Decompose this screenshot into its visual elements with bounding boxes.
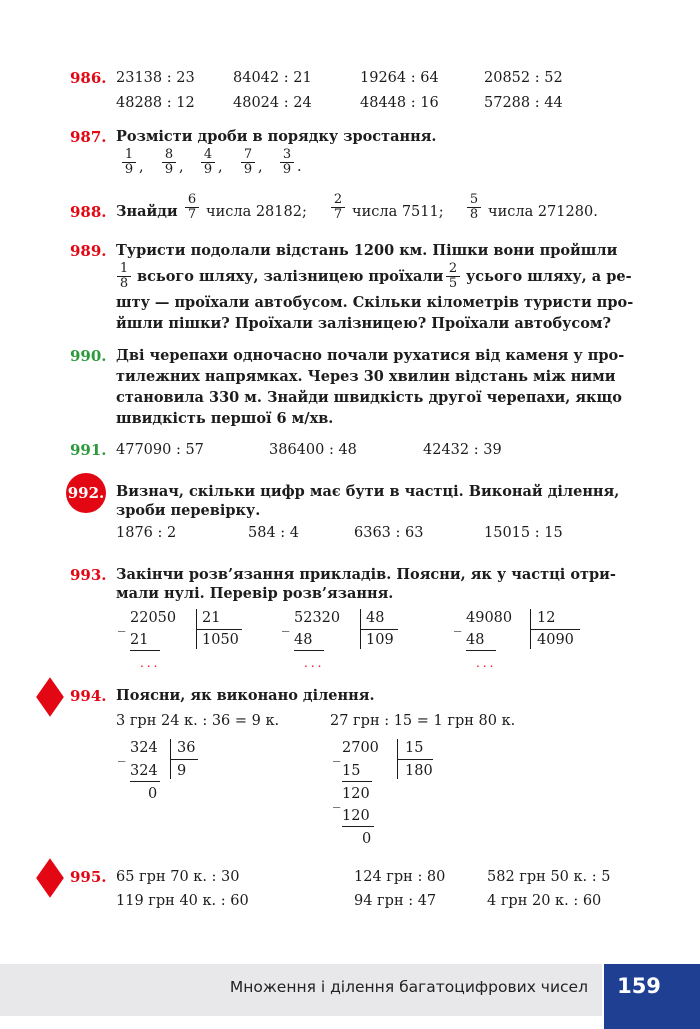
divisor: 12 xyxy=(537,610,556,626)
exercise-number-992: 992. xyxy=(67,484,105,502)
expression: 19264 : 64 xyxy=(360,70,439,86)
difficulty-diamond-icon xyxy=(36,858,64,898)
equation: 27 грн : 15 = 1 грн 80 к. xyxy=(330,713,516,729)
comma: , xyxy=(139,159,144,175)
page-number: 159 xyxy=(617,974,661,998)
exercise-number-993: 993. xyxy=(70,566,107,584)
exercise-text: Поясни, як виконано ділення. xyxy=(116,687,375,704)
remainder: 0 xyxy=(148,786,158,802)
exercise-number-990: 990. xyxy=(70,347,107,365)
dividend: 52320 xyxy=(294,610,341,626)
exercise-text: числа 28182; xyxy=(206,204,307,220)
expression: 48288 : 12 xyxy=(116,95,195,111)
expression: 20852 : 52 xyxy=(484,70,563,86)
expression: 4 грн 20 к. : 60 xyxy=(487,893,602,909)
exercise-text: усього шляху, а ре- xyxy=(466,268,632,285)
subtraction-line xyxy=(130,781,160,782)
minus-sign: _ xyxy=(333,792,341,808)
partial-remainder: 120 xyxy=(342,786,370,802)
exercise-text: тилежних напрямках. Через 30 хвилин відстань між ними xyxy=(116,368,616,385)
quotient: 4090 xyxy=(537,632,574,648)
continuation-dots: ... xyxy=(476,656,497,670)
page-footer xyxy=(0,964,602,1016)
division-line xyxy=(360,629,398,630)
minus-sign: _ xyxy=(333,746,341,762)
minus-sign: _ xyxy=(118,746,126,762)
quotient: 9 xyxy=(177,763,187,779)
subtraction-line xyxy=(130,650,160,651)
fraction: $\frac{1}{9}$ xyxy=(122,148,136,177)
exercise-text: йшли пішки? Проїхали залізницею? Проїхали автобусом? xyxy=(116,315,612,332)
subtraction-line xyxy=(342,781,372,782)
expression: 1876 : 2 xyxy=(116,525,177,541)
exercise-number-988: 988. xyxy=(70,203,107,221)
partial-product: 15 xyxy=(342,763,361,779)
subtraction-line xyxy=(466,650,496,651)
partial-product: 21 xyxy=(130,632,149,648)
divisor: 48 xyxy=(366,610,385,626)
expression: 477090 : 57 xyxy=(116,442,204,458)
continuation-dots: ... xyxy=(304,656,325,670)
expression: 584 : 4 xyxy=(248,525,300,541)
exercise-number-986: 986. xyxy=(70,69,107,87)
expression: 124 грн : 80 xyxy=(354,869,446,885)
dividend: 324 xyxy=(130,740,158,756)
exercise-text: становила 330 м. Знайди швидкість другої черепахи, якщо xyxy=(116,389,622,406)
fraction: $\frac{8}{9}$ xyxy=(162,148,176,177)
exercise-text: Визнач, скільки цифр має бути в частці. Виконай ділення, xyxy=(116,483,620,500)
subtraction-line xyxy=(342,826,374,827)
expression: 48448 : 16 xyxy=(360,95,439,111)
minus-sign: _ xyxy=(454,616,462,632)
expression: 42432 : 39 xyxy=(423,442,502,458)
exercise-text: мали нулі. Перевір розв’язання. xyxy=(116,585,394,602)
exercise-text: швидкість першої 6 м/хв. xyxy=(116,410,334,427)
dividend: 49080 xyxy=(466,610,513,626)
exercise-text: числа 271280. xyxy=(488,204,598,220)
expression: 94 грн : 47 xyxy=(354,893,437,909)
exercise-number-987: 987. xyxy=(70,128,107,146)
page-number-box xyxy=(604,964,700,1029)
division-line xyxy=(196,629,242,630)
expression: 65 грн 70 к. : 30 xyxy=(116,869,240,885)
fraction: $\frac{2}{5}$ xyxy=(446,262,460,291)
exercise-number-989: 989. xyxy=(70,242,107,260)
exercise-text: шту — проїхали автобусом. Скільки кілометрів туристи про- xyxy=(116,294,634,311)
minus-sign: _ xyxy=(282,616,290,632)
subtraction-line xyxy=(294,650,324,651)
dividend: 2700 xyxy=(342,740,379,756)
division-line xyxy=(530,629,580,630)
exercise-text: Дві черепахи одночасно почали рухатися від каменя у про- xyxy=(116,347,625,364)
exercise-text: всього шляху, залізницею проїхали xyxy=(137,268,444,285)
remainder: 0 xyxy=(362,831,372,847)
comma: , xyxy=(258,159,263,175)
fraction: $\frac{5}{8}$ xyxy=(467,193,481,222)
quotient: 1050 xyxy=(202,632,239,648)
division-line xyxy=(397,759,433,760)
fraction: $\frac{7}{9}$ xyxy=(241,148,255,177)
expression: 15015 : 15 xyxy=(484,525,563,541)
expression: 23138 : 23 xyxy=(116,70,195,86)
partial-product: 324 xyxy=(130,763,158,779)
fraction: $\frac{1}{8}$ xyxy=(117,262,131,291)
divisor: 21 xyxy=(202,610,221,626)
quotient: 109 xyxy=(366,632,394,648)
divisor: 36 xyxy=(177,740,196,756)
fraction: $\frac{3}{9}$ xyxy=(280,148,294,177)
continuation-dots: ... xyxy=(140,656,161,670)
partial-product: 48 xyxy=(294,632,313,648)
expression: 386400 : 48 xyxy=(269,442,357,458)
expression: 119 грн 40 к. : 60 xyxy=(116,893,249,909)
expression: 582 грн 50 к. : 5 xyxy=(487,869,611,885)
difficulty-diamond-icon xyxy=(36,677,64,717)
exercise-text: Знайди xyxy=(116,203,178,220)
period: . xyxy=(297,159,302,175)
quotient: 180 xyxy=(405,763,433,779)
exercise-number-994: 994. xyxy=(70,687,107,705)
divisor: 15 xyxy=(405,740,424,756)
fraction: $\frac{4}{9}$ xyxy=(201,148,215,177)
dividend: 22050 xyxy=(130,610,177,626)
expression: 48024 : 24 xyxy=(233,95,312,111)
comma: , xyxy=(218,159,223,175)
fraction: $\frac{6}{7}$ xyxy=(185,193,199,222)
division-line xyxy=(170,759,198,760)
partial-product: 120 xyxy=(342,808,370,824)
partial-product: 48 xyxy=(466,632,485,648)
expression: 57288 : 44 xyxy=(484,95,563,111)
exercise-number-992-badge xyxy=(66,473,106,513)
chapter-title: Множення і ділення багатоцифрових чисел xyxy=(229,978,588,996)
exercise-number-991: 991. xyxy=(70,441,107,459)
comma: , xyxy=(179,159,184,175)
fraction: $\frac{2}{7}$ xyxy=(331,193,345,222)
exercise-text: Туристи подолали відстань 1200 км. Пішки вони пройшли xyxy=(116,242,618,259)
exercise-text: Закінчи розв’язання прикладів. Поясни, як у частці отри- xyxy=(116,566,616,583)
expression: 84042 : 21 xyxy=(233,70,312,86)
exercise-text: числа 7511; xyxy=(352,204,444,220)
minus-sign: _ xyxy=(118,616,126,632)
exercise-text: Розмісти дроби в порядку зростання. xyxy=(116,128,437,145)
exercise-number-995: 995. xyxy=(70,868,107,886)
exercise-text: зроби перевірку. xyxy=(116,502,261,519)
equation: 3 грн 24 к. : 36 = 9 к. xyxy=(116,713,280,729)
expression: 6363 : 63 xyxy=(354,525,424,541)
